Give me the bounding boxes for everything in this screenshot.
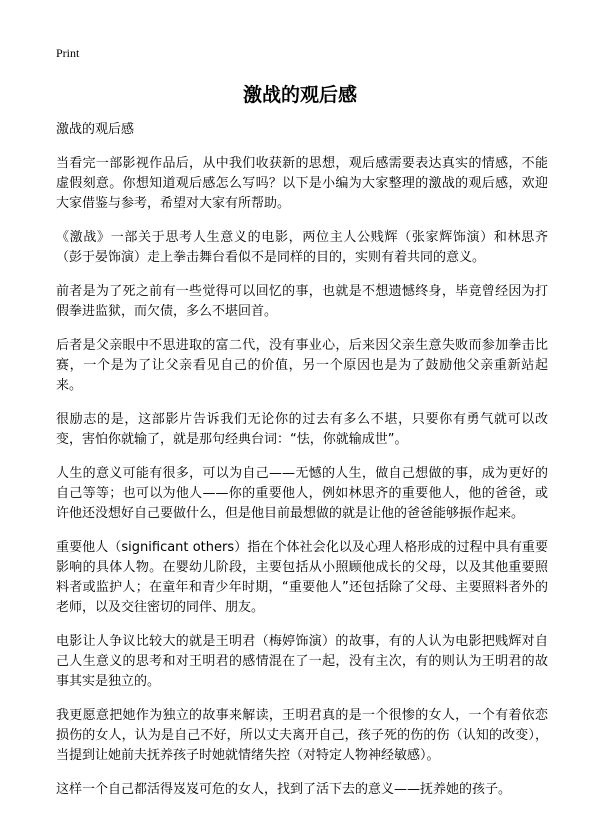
paragraph-inspiration: 很励志的是，这部影片告诉我们无论你的过去有多么不堪，只要你有勇气就可以改变，害怕你就输了，就是那句经典台词：“怯，你就输成世”。 <box>56 412 548 447</box>
paragraph-conclusion: 这样一个自己都活得岌岌可危的女人，找到了活下去的意义——抚养她的孩子。 <box>56 782 512 797</box>
paragraph-interpretation: 我更愿意把她作为独立的故事来解读，王明君真的是一个很惨的女人，一个有着依恋损伤的女人，认为是自己不好，所以丈夫离开自己，孩子死的伤的伤（认知的改变），当提到让她前夫抚养孩子时她就情绪失控（对特定人物神经敏感）。 <box>56 708 548 763</box>
paragraph-latter: 后者是父亲眼中不思进取的富二代，没有事业心，后来因父亲生意失败而参加拳击比赛，一个是为了让父亲看见自己的价值，另一个原因也是为了鼓励他父亲重新站起来。 <box>56 338 548 393</box>
article-subtitle: 激战的观后感 <box>56 122 135 137</box>
paragraph-intro: 当看完一部影视作品后，从中我们收获新的思想，观后感需要表达真实的情感，不能虚假刻意。你想知道观后感怎么写吗？以下是小编为大家整理的激战的观后感，欢迎大家借鉴与参考，希望对大家有所帮助。 <box>56 156 548 211</box>
paragraph-wang-mingjun: 电影让人争议比较大的就是王明君（梅婷饰演）的故事，有的人认为电影把贱辉对自己人生意义的思考和对王明君的感情混在了一起，没有主次，有的则认为王明君的故事其实是独立的。 <box>56 634 548 689</box>
page-title: 激战的观后感 <box>242 84 357 106</box>
article-body <box>56 120 548 814</box>
paragraph-significant-others: 重要他人（significant others）指在个体社会化以及心理人格形成的过程中具有重要影响的具体人物。在婴幼儿阶段，主要包括从小照顾他成长的父母，以及其他重要照料者或监护人；在童年和青少年时期，“重要他人”还包括除了父母、主要照料者外的老师，以及交往密切的同伴、朋友。 <box>56 540 548 615</box>
print-label: Print <box>56 46 80 60</box>
paragraph-meaning-of-life: 人生的意义可能有很多，可以为自己——无憾的人生，做自己想做的事，成为更好的自己等等；也可以为他人——你的重要他人，例如林思齐的重要他人，他的爸爸，或许他还没想好自己要做什么，但是他目前最想做的就是让他的爸爸能够振作起来。 <box>56 466 548 521</box>
paragraph-former: 前者是为了死之前有一些觉得可以回忆的事，也就是不想遗憾终身，毕竟曾经因为打假拳进监狱，而欠债，多么不堪回首。 <box>56 284 548 319</box>
paragraph-movie-summary: 《激战》一部关于思考人生意义的电影，两位主人公贱辉（张家辉饰演）和林思齐（彭于晏饰演）走上拳击舞台看似不是同样的目的，实则有着共同的意义。 <box>56 230 548 265</box>
